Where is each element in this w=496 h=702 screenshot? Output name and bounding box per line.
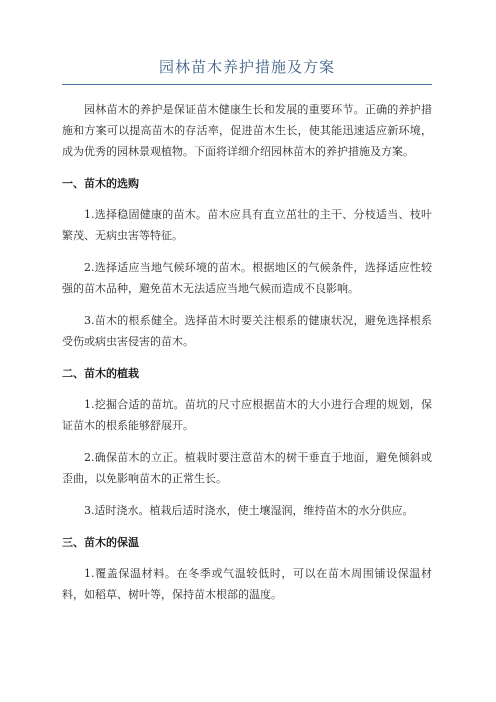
- intro-paragraph: 园林苗木的养护是保证苗木健康生长和发展的重要环节。正确的养护措施和方案可以提高苗木的存活率，促进苗木生长，使其能迅速适应新环境，成为优秀的园林景观植物。下面将详细介绍园林苗木的养护措施及方案。: [62, 103, 432, 158]
- section-paragraph: 1.挖掘合适的苗坑。苗坑的尺寸应根据苗木的大小进行合理的规划，保证苗木的根系能够舒展开。: [62, 398, 432, 432]
- section-paragraph: 2.确保苗木的立正。植栽时要注意苗木的树干垂直于地面，避免倾斜或歪曲，以免影响苗木的正常生长。: [62, 451, 432, 485]
- section-heading: 二、苗木的植栽: [62, 367, 139, 380]
- section-paragraph: 1.覆盖保温材料。在冬季或气温较低时，可以在苗木周围铺设保温材料，如稻草、树叶等，保持苗木根部的温度。: [62, 567, 432, 601]
- section-paragraph: 3.苗木的根系健全。选择苗木时要关注根系的健康状况，避免选择根系受伤或病虫害侵害的苗木。: [62, 314, 432, 348]
- section-paragraph: 1.选择稳固健康的苗木。苗木应具有直立茁壮的主干、分枝适当、枝叶繁茂、无病虫害等特征。: [62, 208, 432, 242]
- section-insulation: [62, 532, 432, 605]
- section-planting: [62, 363, 432, 521]
- section-paragraph: 3.适时浇水。植栽后适时浇水，使土壤湿润，维持苗木的水分供应。: [84, 504, 414, 517]
- section-heading: 一、苗木的选购: [62, 177, 139, 190]
- document-title: 园林苗木养护措施及方案: [158, 58, 335, 76]
- document-page: [62, 56, 432, 616]
- title-underline: [62, 84, 432, 85]
- section-paragraph: 2.选择适应当地气候环境的苗木。根据地区的气候条件，选择适应性较强的苗木品种，避免苗木无法适应当地气候而造成不良影响。: [62, 261, 432, 295]
- section-selection: [62, 173, 432, 352]
- section-heading: 三、苗木的保温: [62, 536, 139, 549]
